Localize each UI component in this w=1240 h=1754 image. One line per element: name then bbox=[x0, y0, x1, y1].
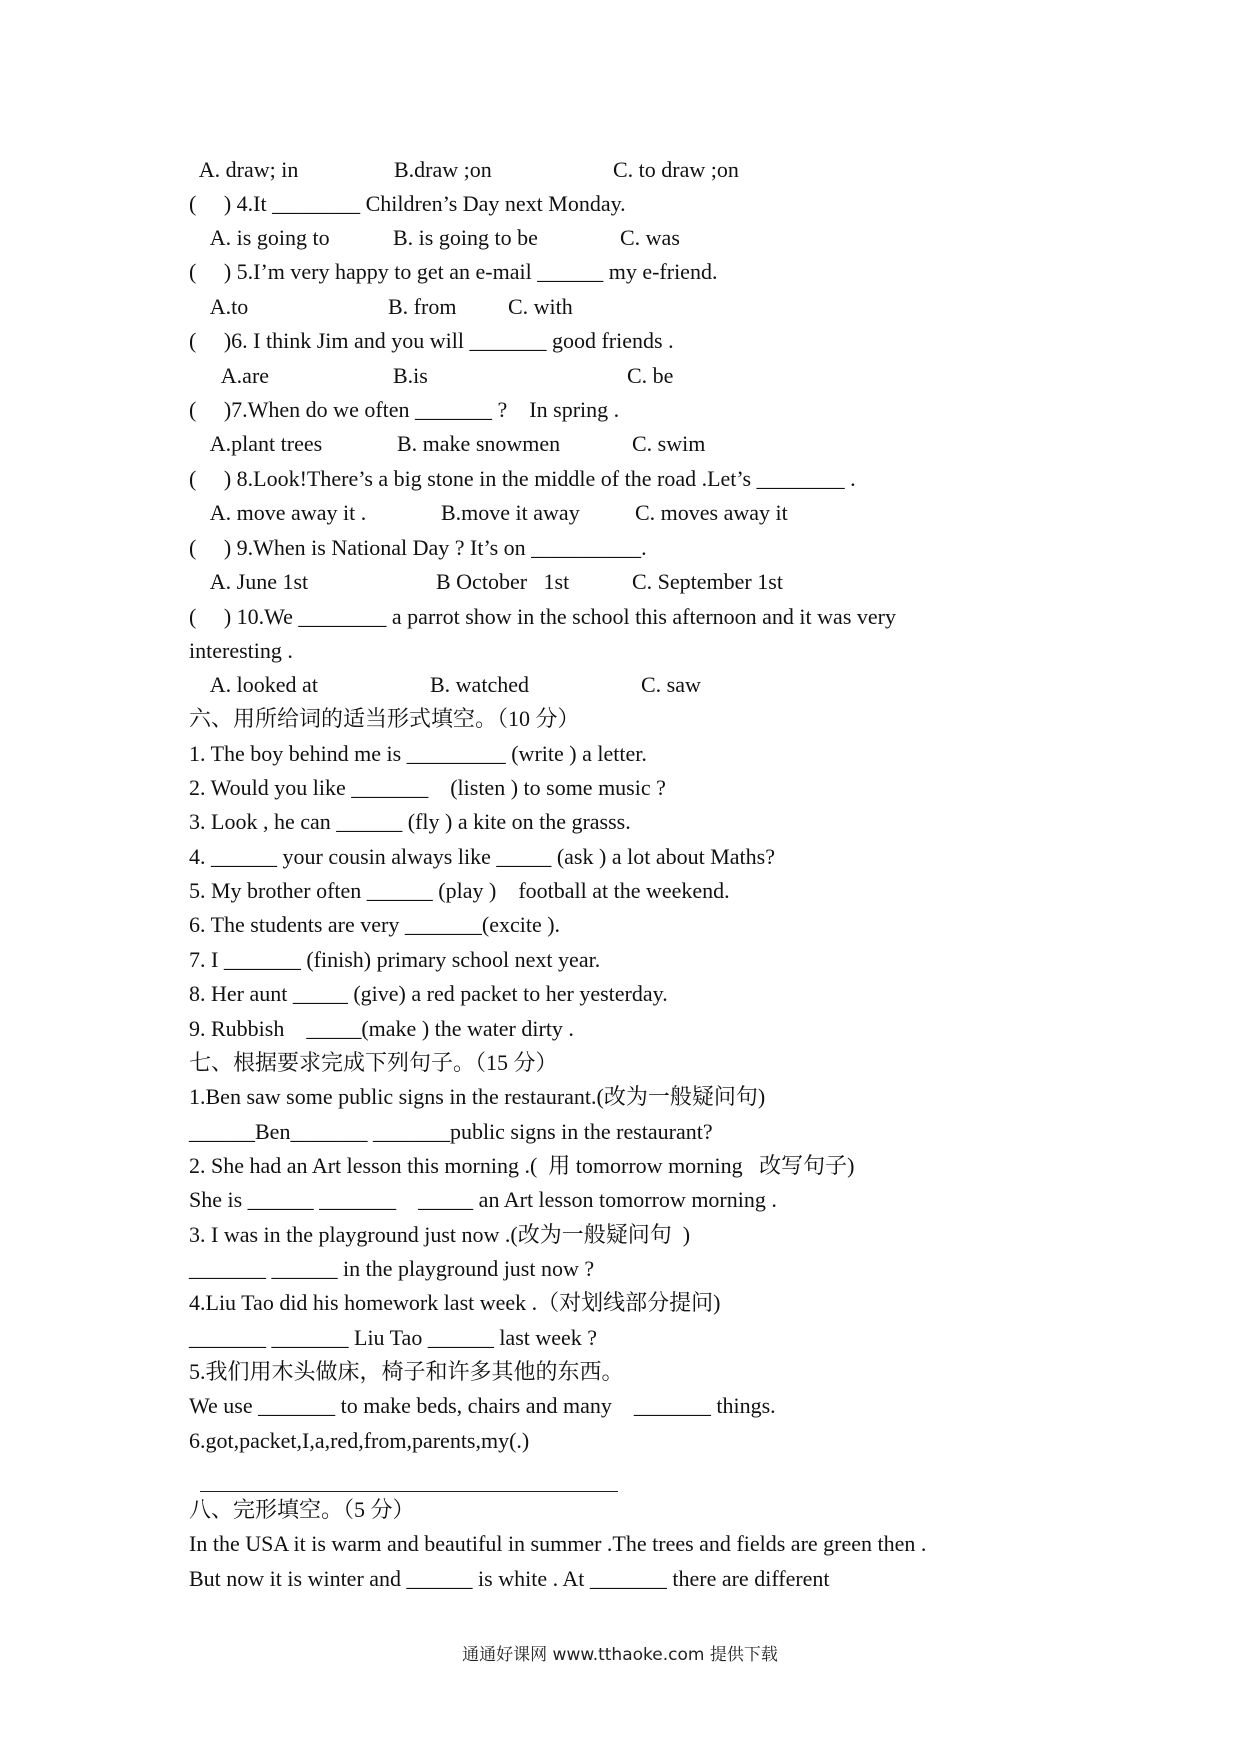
question-10: ( ) 10.We ________ a parrot show in the school this afternoon and it was very bbox=[189, 604, 896, 629]
section7-item-2-answer: She is ______ _______ _____ an Art lesson tomorrow morning . bbox=[189, 1187, 777, 1212]
option-a: A.are bbox=[189, 363, 270, 388]
option-c: C. September 1st bbox=[632, 569, 783, 594]
section6-item-5: 5. My brother often ______ (play ) football at the weekend. bbox=[189, 878, 730, 903]
section6-heading: 六、用所给词的适当形式填空。（10 分） bbox=[189, 706, 580, 731]
question-9: ( ) 9.When is National Day ? It’s on __________. bbox=[189, 535, 647, 560]
option-a: A. June 1st bbox=[189, 569, 309, 594]
option-b: B. watched bbox=[430, 672, 529, 697]
option-b: B. from bbox=[388, 294, 457, 319]
option-a: A. looked at bbox=[189, 672, 318, 697]
section7-item-3-answer: _______ ______ in the playground just now ? bbox=[189, 1256, 595, 1281]
footer-source: 通通好课网 www.tthaoke.com 提供下载 bbox=[462, 1645, 778, 1665]
question-4: ( ) 4.It ________ Children’s Day next Monday. bbox=[189, 191, 626, 216]
section6-item-6: 6. The students are very _______(excite ). bbox=[189, 912, 561, 937]
section7-item-1-answer: ______Ben_______ _______public signs in the restaurant? bbox=[189, 1119, 713, 1144]
option-c: C. saw bbox=[641, 672, 701, 697]
question-4-options bbox=[189, 223, 680, 253]
question-8: ( ) 8.Look!There’s a big stone in the middle of the road .Let’s ________ . bbox=[189, 466, 856, 491]
section6-item-1: 1. The boy behind me is _________ (write ) a letter. bbox=[189, 741, 647, 766]
option-b: B.draw ;on bbox=[394, 157, 492, 182]
question-9-options bbox=[189, 567, 783, 597]
question-6-options bbox=[189, 361, 674, 391]
option-a: A.plant trees bbox=[189, 431, 323, 456]
question-10-continued: interesting . bbox=[189, 638, 293, 663]
option-c: C. swim bbox=[632, 431, 706, 456]
option-a: A.to bbox=[189, 294, 249, 319]
section8-heading: 八、完形填空。（5 分） bbox=[189, 1497, 415, 1522]
section6-item-7: 7. I _______ (finish) primary school next year. bbox=[189, 947, 601, 972]
section7-item-5-answer: We use _______ to make beds, chairs and many _______ things. bbox=[189, 1393, 776, 1418]
question-7: ( )7.When do we often _______ ? In spring . bbox=[189, 397, 620, 422]
option-a: A. draw; in bbox=[189, 157, 299, 182]
answer-line bbox=[200, 1491, 618, 1492]
section7-item-4: 4.Liu Tao did his homework last week .（对划线部分提问) bbox=[189, 1290, 721, 1315]
section7-item-3: 3. I was in the playground just now .(改为一般疑问句 ) bbox=[189, 1222, 691, 1247]
question-7-options bbox=[189, 429, 706, 459]
option-b: B.move it away bbox=[441, 500, 580, 525]
question-5: ( ) 5.I’m very happy to get an e-mail ______ my e-friend. bbox=[189, 259, 718, 284]
question-8-options bbox=[189, 498, 788, 528]
option-b: B October 1st bbox=[436, 569, 570, 594]
option-b: B. make snowmen bbox=[397, 431, 561, 456]
section6-item-4: 4. ______ your cousin always like _____ (ask ) a lot about Maths? bbox=[189, 844, 775, 869]
question-5-options bbox=[189, 292, 573, 322]
question-3-options bbox=[189, 155, 739, 185]
section7-item-2: 2. She had an Art lesson this morning .( 用 tomorrow morning 改写句子) bbox=[189, 1153, 855, 1178]
section8-line-1: In the USA it is warm and beautiful in summer .The trees and fields are green then . bbox=[189, 1531, 927, 1556]
option-a: A. move away it . bbox=[189, 500, 367, 525]
section7-heading: 七、根据要求完成下列句子。（15 分） bbox=[189, 1050, 558, 1075]
option-c: C. was bbox=[620, 225, 680, 250]
option-b: B.is bbox=[393, 363, 428, 388]
section8-line-2: But now it is winter and ______ is white . At _______ there are different bbox=[189, 1566, 830, 1591]
option-c: C. moves away it bbox=[635, 500, 788, 525]
section7-item-5: 5.我们用木头做床，椅子和许多其他的东西。 bbox=[189, 1359, 624, 1384]
section7-item-1: 1.Ben saw some public signs in the restaurant.(改为一般疑问句) bbox=[189, 1084, 766, 1109]
option-c: C. be bbox=[627, 363, 674, 388]
section6-item-2: 2. Would you like _______ (listen ) to some music ? bbox=[189, 775, 666, 800]
question-6: ( )6. I think Jim and you will _______ good friends . bbox=[189, 328, 674, 353]
section7-item-6: 6.got,packet,I,a,red,from,parents,my(.) bbox=[189, 1428, 530, 1453]
option-b: B. is going to be bbox=[393, 225, 538, 250]
section6-item-8: 8. Her aunt _____ (give) a red packet to her yesterday. bbox=[189, 981, 668, 1006]
section7-item-4-answer: _______ _______ Liu Tao ______ last week ? bbox=[189, 1325, 598, 1350]
question-10-options bbox=[189, 670, 701, 700]
section6-item-3: 3. Look , he can ______ (fly ) a kite on the grasss. bbox=[189, 809, 631, 834]
option-c: C. to draw ;on bbox=[613, 157, 739, 182]
option-c: C. with bbox=[508, 294, 573, 319]
section6-item-9: 9. Rubbish _____(make ) the water dirty . bbox=[189, 1016, 574, 1041]
option-a: A. is going to bbox=[189, 225, 330, 250]
